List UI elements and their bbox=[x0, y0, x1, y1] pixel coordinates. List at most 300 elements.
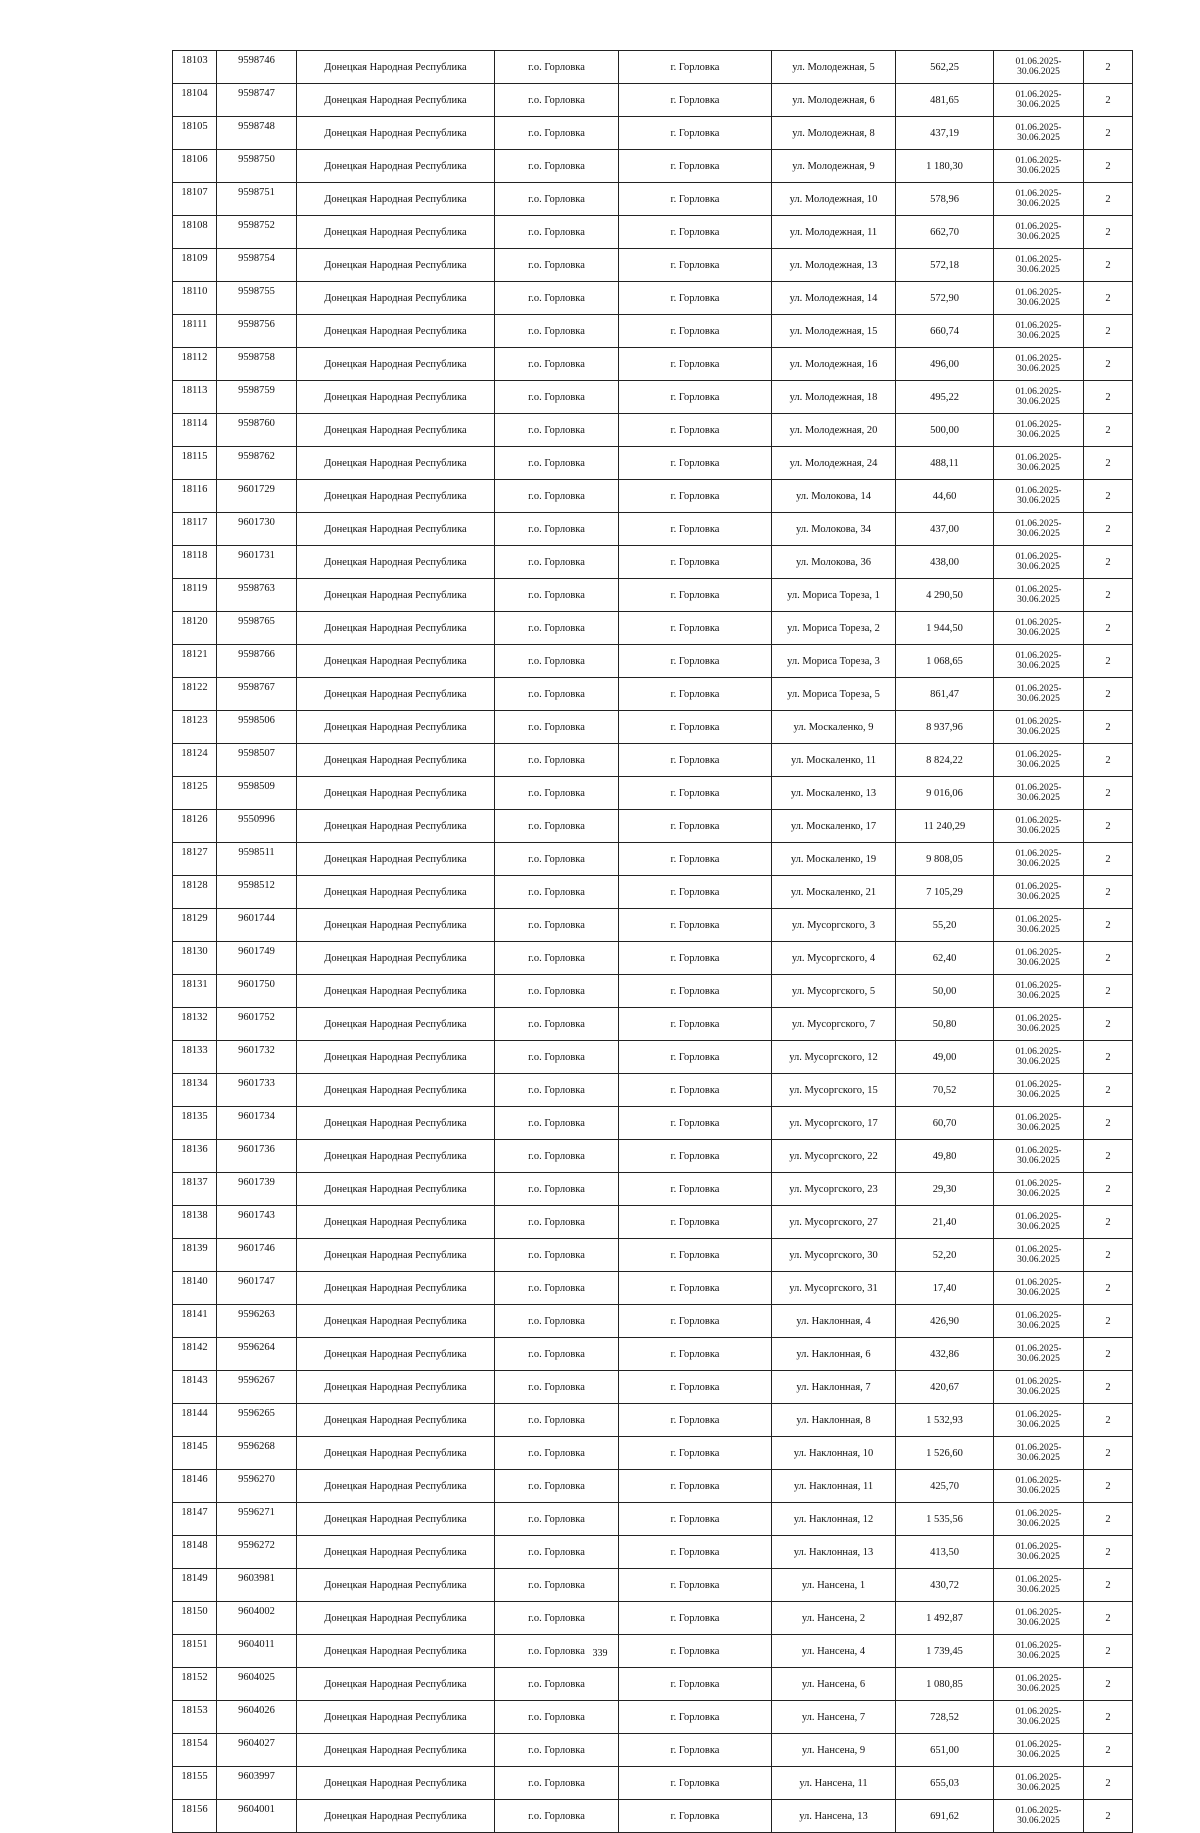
table-row bbox=[173, 1074, 1133, 1107]
city-name: г. Горловка bbox=[619, 579, 772, 612]
category-code: 2 bbox=[1084, 843, 1133, 876]
period-to: 30.06.2025 bbox=[1017, 1189, 1060, 1199]
city-name: г. Горловка bbox=[619, 480, 772, 513]
period-to: 30.06.2025 bbox=[1017, 133, 1060, 143]
table-row bbox=[173, 975, 1133, 1008]
area-value: 438,00 bbox=[896, 546, 994, 579]
row-number: 18125 bbox=[173, 777, 217, 810]
address: ул. Молодежная, 20 bbox=[772, 414, 896, 447]
district-name: г.о. Горловка bbox=[495, 612, 619, 645]
period-to: 30.06.2025 bbox=[1017, 1057, 1060, 1067]
city-name: г. Горловка bbox=[619, 1404, 772, 1437]
area-value: 572,90 bbox=[896, 282, 994, 315]
period-to: 30.06.2025 bbox=[1017, 958, 1060, 968]
city-name: г. Горловка bbox=[619, 84, 772, 117]
row-number: 18129 bbox=[173, 909, 217, 942]
region-name: Донецкая Народная Республика bbox=[297, 1470, 495, 1503]
area-value: 495,22 bbox=[896, 381, 994, 414]
table-row bbox=[173, 414, 1133, 447]
city-name: г. Горловка bbox=[619, 150, 772, 183]
category-code: 2 bbox=[1084, 579, 1133, 612]
period-range bbox=[994, 975, 1084, 1008]
object-id: 9601732 bbox=[217, 1041, 297, 1074]
period-from: 01.06.2025- bbox=[1015, 882, 1062, 892]
area-value: 8 937,96 bbox=[896, 711, 994, 744]
area-value: 420,67 bbox=[896, 1371, 994, 1404]
row-number: 18114 bbox=[173, 414, 217, 447]
period-from: 01.06.2025- bbox=[1015, 684, 1062, 694]
period-from: 01.06.2025- bbox=[1015, 651, 1062, 661]
table-row bbox=[173, 1305, 1133, 1338]
address: ул. Молодежная, 8 bbox=[772, 117, 896, 150]
period-to: 30.06.2025 bbox=[1017, 1255, 1060, 1265]
period-from: 01.06.2025- bbox=[1015, 948, 1062, 958]
period-to: 30.06.2025 bbox=[1017, 826, 1060, 836]
district-name: г.о. Горловка bbox=[495, 348, 619, 381]
category-code: 2 bbox=[1084, 1371, 1133, 1404]
region-name: Донецкая Народная Республика bbox=[297, 1404, 495, 1437]
period-range bbox=[994, 447, 1084, 480]
address: ул. Мусоргского, 3 bbox=[772, 909, 896, 942]
category-code: 2 bbox=[1084, 678, 1133, 711]
period-range bbox=[994, 282, 1084, 315]
table-row bbox=[173, 1668, 1133, 1701]
period-range bbox=[994, 810, 1084, 843]
object-id: 9596270 bbox=[217, 1470, 297, 1503]
area-value: 655,03 bbox=[896, 1767, 994, 1800]
address: ул. Нансена, 11 bbox=[772, 1767, 896, 1800]
district-name: г.о. Горловка bbox=[495, 645, 619, 678]
address: ул. Мусоргского, 12 bbox=[772, 1041, 896, 1074]
object-id: 9550996 bbox=[217, 810, 297, 843]
row-number: 18153 bbox=[173, 1701, 217, 1734]
category-code: 2 bbox=[1084, 645, 1133, 678]
period-to: 30.06.2025 bbox=[1017, 1618, 1060, 1628]
row-number: 18118 bbox=[173, 546, 217, 579]
object-id: 9601736 bbox=[217, 1140, 297, 1173]
period-to: 30.06.2025 bbox=[1017, 1552, 1060, 1562]
region-name: Донецкая Народная Республика bbox=[297, 546, 495, 579]
category-code: 2 bbox=[1084, 447, 1133, 480]
address: ул. Москаленко, 17 bbox=[772, 810, 896, 843]
period-to: 30.06.2025 bbox=[1017, 331, 1060, 341]
object-id: 9598763 bbox=[217, 579, 297, 612]
district-name: г.о. Горловка bbox=[495, 216, 619, 249]
region-name: Донецкая Народная Республика bbox=[297, 216, 495, 249]
period-range bbox=[994, 1767, 1084, 1800]
object-id: 9601739 bbox=[217, 1173, 297, 1206]
area-value: 8 824,22 bbox=[896, 744, 994, 777]
period-range bbox=[994, 315, 1084, 348]
district-name: г.о. Горловка bbox=[495, 777, 619, 810]
object-id: 9601750 bbox=[217, 975, 297, 1008]
object-id: 9596265 bbox=[217, 1404, 297, 1437]
object-id: 9601747 bbox=[217, 1272, 297, 1305]
period-range bbox=[994, 942, 1084, 975]
district-name: г.о. Горловка bbox=[495, 1602, 619, 1635]
district-name: г.о. Горловка bbox=[495, 315, 619, 348]
area-value: 437,19 bbox=[896, 117, 994, 150]
address: ул. Наклонная, 12 bbox=[772, 1503, 896, 1536]
district-name: г.о. Горловка bbox=[495, 1734, 619, 1767]
object-id: 9598509 bbox=[217, 777, 297, 810]
row-number: 18115 bbox=[173, 447, 217, 480]
table-row bbox=[173, 1041, 1133, 1074]
period-range bbox=[994, 1305, 1084, 1338]
row-number: 18140 bbox=[173, 1272, 217, 1305]
category-code: 2 bbox=[1084, 1173, 1133, 1206]
period-to: 30.06.2025 bbox=[1017, 628, 1060, 638]
district-name: г.о. Горловка bbox=[495, 183, 619, 216]
period-from: 01.06.2025- bbox=[1015, 1707, 1062, 1717]
category-code: 2 bbox=[1084, 249, 1133, 282]
area-value: 49,00 bbox=[896, 1041, 994, 1074]
table-row bbox=[173, 381, 1133, 414]
table-row bbox=[173, 942, 1133, 975]
table-row bbox=[173, 579, 1133, 612]
period-to: 30.06.2025 bbox=[1017, 760, 1060, 770]
category-code: 2 bbox=[1084, 546, 1133, 579]
object-id: 9601731 bbox=[217, 546, 297, 579]
period-range bbox=[994, 84, 1084, 117]
table-row bbox=[173, 183, 1133, 216]
object-id: 9598759 bbox=[217, 381, 297, 414]
period-from: 01.06.2025- bbox=[1015, 1542, 1062, 1552]
row-number: 18152 bbox=[173, 1668, 217, 1701]
table-row bbox=[173, 645, 1133, 678]
district-name: г.о. Горловка bbox=[495, 1800, 619, 1833]
address: ул. Наклонная, 6 bbox=[772, 1338, 896, 1371]
district-name: г.о. Горловка bbox=[495, 282, 619, 315]
row-number: 18116 bbox=[173, 480, 217, 513]
district-name: г.о. Горловка bbox=[495, 843, 619, 876]
district-name: г.о. Горловка bbox=[495, 84, 619, 117]
period-range bbox=[994, 1800, 1084, 1833]
region-name: Донецкая Народная Республика bbox=[297, 1437, 495, 1470]
row-number: 18132 bbox=[173, 1008, 217, 1041]
period-to: 30.06.2025 bbox=[1017, 430, 1060, 440]
row-number: 18148 bbox=[173, 1536, 217, 1569]
district-name: г.о. Горловка bbox=[495, 1701, 619, 1734]
region-name: Донецкая Народная Республика bbox=[297, 777, 495, 810]
area-value: 691,62 bbox=[896, 1800, 994, 1833]
object-id: 9604025 bbox=[217, 1668, 297, 1701]
city-name: г. Горловка bbox=[619, 315, 772, 348]
category-code: 2 bbox=[1084, 777, 1133, 810]
category-code: 2 bbox=[1084, 1767, 1133, 1800]
period-range bbox=[994, 216, 1084, 249]
object-id: 9601734 bbox=[217, 1107, 297, 1140]
city-name: г. Горловка bbox=[619, 678, 772, 711]
district-name: г.о. Горловка bbox=[495, 513, 619, 546]
address: ул. Мусоргского, 7 bbox=[772, 1008, 896, 1041]
row-number: 18131 bbox=[173, 975, 217, 1008]
object-id: 9598756 bbox=[217, 315, 297, 348]
period-to: 30.06.2025 bbox=[1017, 1651, 1060, 1661]
address: ул. Молодежная, 13 bbox=[772, 249, 896, 282]
city-name: г. Горловка bbox=[619, 1173, 772, 1206]
address: ул. Наклонная, 7 bbox=[772, 1371, 896, 1404]
region-name: Донецкая Народная Республика bbox=[297, 1602, 495, 1635]
district-name: г.о. Горловка bbox=[495, 876, 619, 909]
object-id: 9598748 bbox=[217, 117, 297, 150]
period-from: 01.06.2025- bbox=[1015, 915, 1062, 925]
address: ул. Молокова, 14 bbox=[772, 480, 896, 513]
category-code: 2 bbox=[1084, 942, 1133, 975]
object-id: 9604002 bbox=[217, 1602, 297, 1635]
object-id: 9601743 bbox=[217, 1206, 297, 1239]
period-to: 30.06.2025 bbox=[1017, 859, 1060, 869]
period-from: 01.06.2025- bbox=[1015, 981, 1062, 991]
category-code: 2 bbox=[1084, 810, 1133, 843]
region-name: Донецкая Народная Республика bbox=[297, 1008, 495, 1041]
city-name: г. Горловка bbox=[619, 1635, 772, 1668]
registry-table bbox=[172, 50, 1133, 1833]
object-id: 9604001 bbox=[217, 1800, 297, 1833]
period-range bbox=[994, 1602, 1084, 1635]
city-name: г. Горловка bbox=[619, 1206, 772, 1239]
category-code: 2 bbox=[1084, 1668, 1133, 1701]
row-number: 18136 bbox=[173, 1140, 217, 1173]
table-row bbox=[173, 1008, 1133, 1041]
period-range bbox=[994, 1404, 1084, 1437]
category-code: 2 bbox=[1084, 1536, 1133, 1569]
period-range bbox=[994, 612, 1084, 645]
district-name: г.о. Горловка bbox=[495, 150, 619, 183]
area-value: 481,65 bbox=[896, 84, 994, 117]
registry-rows bbox=[173, 51, 1133, 1833]
period-to: 30.06.2025 bbox=[1017, 1288, 1060, 1298]
row-number: 18146 bbox=[173, 1470, 217, 1503]
region-name: Донецкая Народная Республика bbox=[297, 711, 495, 744]
region-name: Донецкая Народная Республика bbox=[297, 1239, 495, 1272]
object-id: 9596268 bbox=[217, 1437, 297, 1470]
region-name: Донецкая Народная Республика bbox=[297, 645, 495, 678]
object-id: 9598746 bbox=[217, 51, 297, 84]
area-value: 662,70 bbox=[896, 216, 994, 249]
table-row bbox=[173, 1404, 1133, 1437]
region-name: Донецкая Народная Республика bbox=[297, 975, 495, 1008]
address: ул. Молодежная, 5 bbox=[772, 51, 896, 84]
period-range bbox=[994, 150, 1084, 183]
period-to: 30.06.2025 bbox=[1017, 1750, 1060, 1760]
table-row bbox=[173, 150, 1133, 183]
period-to: 30.06.2025 bbox=[1017, 1222, 1060, 1232]
object-id: 9596267 bbox=[217, 1371, 297, 1404]
period-from: 01.06.2025- bbox=[1015, 1740, 1062, 1750]
city-name: г. Горловка bbox=[619, 1470, 772, 1503]
period-from: 01.06.2025- bbox=[1015, 420, 1062, 430]
table-row bbox=[173, 546, 1133, 579]
table-row bbox=[173, 909, 1133, 942]
category-code: 2 bbox=[1084, 51, 1133, 84]
city-name: г. Горловка bbox=[619, 249, 772, 282]
period-range bbox=[994, 876, 1084, 909]
category-code: 2 bbox=[1084, 1734, 1133, 1767]
object-id: 9598767 bbox=[217, 678, 297, 711]
area-value: 49,80 bbox=[896, 1140, 994, 1173]
area-value: 52,20 bbox=[896, 1239, 994, 1272]
table-row bbox=[173, 216, 1133, 249]
period-from: 01.06.2025- bbox=[1015, 1344, 1062, 1354]
object-id: 9598506 bbox=[217, 711, 297, 744]
district-name: г.о. Горловка bbox=[495, 1635, 619, 1668]
region-name: Донецкая Народная Республика bbox=[297, 315, 495, 348]
object-id: 9596264 bbox=[217, 1338, 297, 1371]
object-id: 9604027 bbox=[217, 1734, 297, 1767]
table-row bbox=[173, 744, 1133, 777]
category-code: 2 bbox=[1084, 1602, 1133, 1635]
period-range bbox=[994, 1206, 1084, 1239]
table-row bbox=[173, 249, 1133, 282]
city-name: г. Горловка bbox=[619, 1074, 772, 1107]
district-name: г.о. Горловка bbox=[495, 1305, 619, 1338]
city-name: г. Горловка bbox=[619, 909, 772, 942]
row-number: 18145 bbox=[173, 1437, 217, 1470]
period-range bbox=[994, 249, 1084, 282]
table-row bbox=[173, 1437, 1133, 1470]
district-name: г.о. Горловка bbox=[495, 579, 619, 612]
city-name: г. Горловка bbox=[619, 1008, 772, 1041]
row-number: 18130 bbox=[173, 942, 217, 975]
table-row bbox=[173, 1503, 1133, 1536]
category-code: 2 bbox=[1084, 1041, 1133, 1074]
object-id: 9596263 bbox=[217, 1305, 297, 1338]
period-from: 01.06.2025- bbox=[1015, 750, 1062, 760]
area-value: 44,60 bbox=[896, 480, 994, 513]
table-row bbox=[173, 480, 1133, 513]
period-from: 01.06.2025- bbox=[1015, 189, 1062, 199]
address: ул. Мориса Тореза, 5 bbox=[772, 678, 896, 711]
period-from: 01.06.2025- bbox=[1015, 1113, 1062, 1123]
row-number: 18149 bbox=[173, 1569, 217, 1602]
address: ул. Молодежная, 10 bbox=[772, 183, 896, 216]
object-id: 9598766 bbox=[217, 645, 297, 678]
district-name: г.о. Горловка bbox=[495, 1041, 619, 1074]
period-from: 01.06.2025- bbox=[1015, 1080, 1062, 1090]
city-name: г. Горловка bbox=[619, 1503, 772, 1536]
period-from: 01.06.2025- bbox=[1015, 618, 1062, 628]
category-code: 2 bbox=[1084, 1569, 1133, 1602]
row-number: 18144 bbox=[173, 1404, 217, 1437]
area-value: 437,00 bbox=[896, 513, 994, 546]
region-name: Донецкая Народная Республика bbox=[297, 480, 495, 513]
address: ул. Нансена, 13 bbox=[772, 1800, 896, 1833]
district-name: г.о. Горловка bbox=[495, 1107, 619, 1140]
district-name: г.о. Горловка bbox=[495, 975, 619, 1008]
region-name: Донецкая Народная Республика bbox=[297, 1107, 495, 1140]
address: ул. Нансена, 4 bbox=[772, 1635, 896, 1668]
category-code: 2 bbox=[1084, 513, 1133, 546]
period-range bbox=[994, 1701, 1084, 1734]
period-from: 01.06.2025- bbox=[1015, 1641, 1062, 1651]
address: ул. Молодежная, 11 bbox=[772, 216, 896, 249]
period-range bbox=[994, 546, 1084, 579]
period-from: 01.06.2025- bbox=[1015, 1047, 1062, 1057]
period-from: 01.06.2025- bbox=[1015, 57, 1062, 67]
category-code: 2 bbox=[1084, 381, 1133, 414]
region-name: Донецкая Народная Республика bbox=[297, 1668, 495, 1701]
object-id: 9596272 bbox=[217, 1536, 297, 1569]
object-id: 9598765 bbox=[217, 612, 297, 645]
period-to: 30.06.2025 bbox=[1017, 595, 1060, 605]
period-range bbox=[994, 1074, 1084, 1107]
area-value: 1 944,50 bbox=[896, 612, 994, 645]
region-name: Донецкая Народная Республика bbox=[297, 1767, 495, 1800]
period-from: 01.06.2025- bbox=[1015, 486, 1062, 496]
table-row bbox=[173, 711, 1133, 744]
region-name: Донецкая Народная Республика bbox=[297, 942, 495, 975]
table-row bbox=[173, 117, 1133, 150]
object-id: 9598512 bbox=[217, 876, 297, 909]
address: ул. Молодежная, 14 bbox=[772, 282, 896, 315]
period-from: 01.06.2025- bbox=[1015, 222, 1062, 232]
table-row bbox=[173, 777, 1133, 810]
area-value: 50,00 bbox=[896, 975, 994, 1008]
object-id: 9598758 bbox=[217, 348, 297, 381]
table-row bbox=[173, 1338, 1133, 1371]
category-code: 2 bbox=[1084, 117, 1133, 150]
city-name: г. Горловка bbox=[619, 645, 772, 678]
category-code: 2 bbox=[1084, 1437, 1133, 1470]
district-name: г.о. Горловка bbox=[495, 1173, 619, 1206]
category-code: 2 bbox=[1084, 1239, 1133, 1272]
table-row bbox=[173, 1602, 1133, 1635]
row-number: 18117 bbox=[173, 513, 217, 546]
address: ул. Молодежная, 24 bbox=[772, 447, 896, 480]
district-name: г.о. Горловка bbox=[495, 1470, 619, 1503]
region-name: Донецкая Народная Республика bbox=[297, 1569, 495, 1602]
district-name: г.о. Горловка bbox=[495, 480, 619, 513]
period-range bbox=[994, 645, 1084, 678]
city-name: г. Горловка bbox=[619, 1668, 772, 1701]
period-from: 01.06.2025- bbox=[1015, 1278, 1062, 1288]
area-value: 413,50 bbox=[896, 1536, 994, 1569]
district-name: г.о. Горловка bbox=[495, 1536, 619, 1569]
object-id: 9603997 bbox=[217, 1767, 297, 1800]
period-from: 01.06.2025- bbox=[1015, 387, 1062, 397]
region-name: Донецкая Народная Республика bbox=[297, 876, 495, 909]
area-value: 562,25 bbox=[896, 51, 994, 84]
area-value: 488,11 bbox=[896, 447, 994, 480]
period-to: 30.06.2025 bbox=[1017, 562, 1060, 572]
category-code: 2 bbox=[1084, 1206, 1133, 1239]
category-code: 2 bbox=[1084, 315, 1133, 348]
period-from: 01.06.2025- bbox=[1015, 585, 1062, 595]
address: ул. Молокова, 34 bbox=[772, 513, 896, 546]
area-value: 1 068,65 bbox=[896, 645, 994, 678]
area-value: 29,30 bbox=[896, 1173, 994, 1206]
table-row bbox=[173, 876, 1133, 909]
address: ул. Мусоргского, 27 bbox=[772, 1206, 896, 1239]
city-name: г. Горловка bbox=[619, 1371, 772, 1404]
row-number: 18156 bbox=[173, 1800, 217, 1833]
address: ул. Мусоргского, 4 bbox=[772, 942, 896, 975]
category-code: 2 bbox=[1084, 744, 1133, 777]
city-name: г. Горловка bbox=[619, 1701, 772, 1734]
period-range bbox=[994, 1437, 1084, 1470]
city-name: г. Горловка bbox=[619, 1041, 772, 1074]
city-name: г. Горловка bbox=[619, 1800, 772, 1833]
row-number: 18107 bbox=[173, 183, 217, 216]
district-name: г.о. Горловка bbox=[495, 1437, 619, 1470]
area-value: 9 808,05 bbox=[896, 843, 994, 876]
period-to: 30.06.2025 bbox=[1017, 1453, 1060, 1463]
district-name: г.о. Горловка bbox=[495, 942, 619, 975]
category-code: 2 bbox=[1084, 150, 1133, 183]
address: ул. Москаленко, 11 bbox=[772, 744, 896, 777]
address: ул. Нансена, 1 bbox=[772, 1569, 896, 1602]
